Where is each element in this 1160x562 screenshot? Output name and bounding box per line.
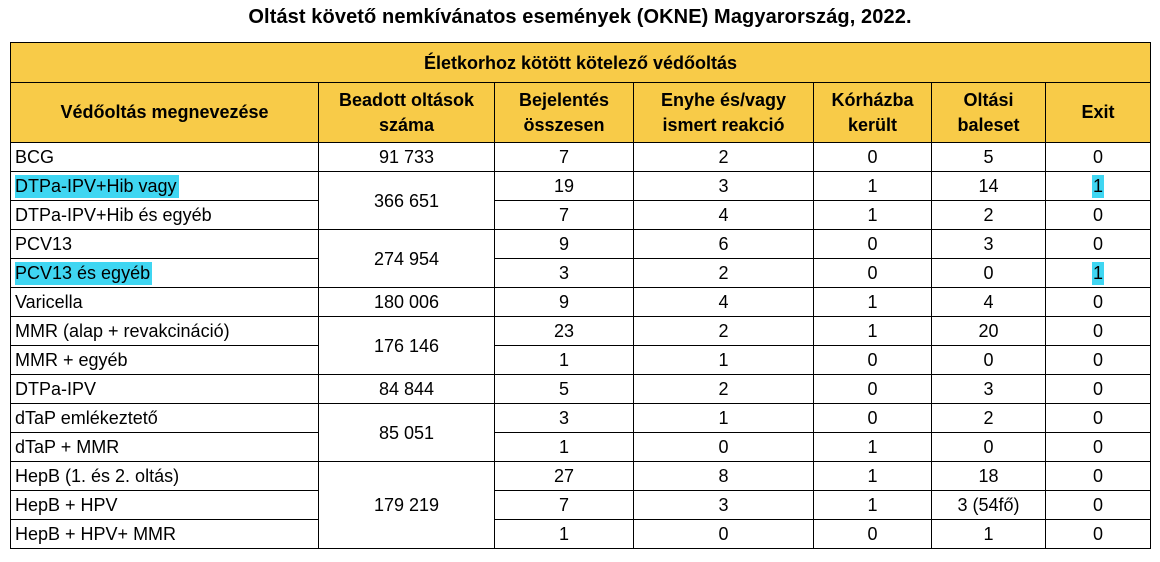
accident-count: 3: [932, 375, 1046, 404]
hospitalized-count: 0: [814, 520, 932, 549]
exit-count: [1046, 259, 1151, 288]
mild-count: 8: [634, 462, 814, 491]
given-count: 366 651: [319, 172, 495, 230]
hospitalized-count: 0: [814, 143, 932, 172]
given-count: 91 733: [319, 143, 495, 172]
hospitalized-count: 1: [814, 491, 932, 520]
section-band-header: Életkorhoz kötött kötelező védőoltás: [11, 43, 1151, 83]
table-row: [11, 288, 1151, 317]
vaccine-name: [11, 259, 319, 288]
vaccine-name: HepB (1. és 2. oltás): [11, 462, 319, 491]
mild-count: 2: [634, 143, 814, 172]
table-row: [11, 433, 1151, 462]
vaccine-name: PCV13: [11, 230, 319, 259]
reported-count: 1: [495, 433, 634, 462]
mild-count: 2: [634, 375, 814, 404]
table-row: [11, 230, 1151, 259]
hospitalized-count: 1: [814, 288, 932, 317]
exit-count: 0: [1046, 375, 1151, 404]
exit-count: 0: [1046, 462, 1151, 491]
reported-count: 1: [495, 346, 634, 375]
table-row: [11, 201, 1151, 230]
reported-count: 23: [495, 317, 634, 346]
mild-count: 0: [634, 520, 814, 549]
reported-count: 3: [495, 404, 634, 433]
vaccine-name: [11, 172, 319, 201]
hospitalized-count: 1: [814, 317, 932, 346]
table-row: [11, 346, 1151, 375]
page-title: Oltást követő nemkívánatos események (OKNE) Magyarország, 2022.: [248, 6, 912, 28]
table-row: [11, 259, 1151, 288]
table-row: [11, 491, 1151, 520]
reported-count: 7: [495, 491, 634, 520]
accident-count: 0: [932, 259, 1046, 288]
hospitalized-count: 1: [814, 172, 932, 201]
hospitalized-count: 0: [814, 346, 932, 375]
given-count: 274 954: [319, 230, 495, 288]
reported-count: 3: [495, 259, 634, 288]
mild-count: 1: [634, 404, 814, 433]
reported-count: 1: [495, 520, 634, 549]
hospitalized-count: 0: [814, 404, 932, 433]
highlighted-exit-value: 1: [1093, 263, 1104, 283]
mild-count: 6: [634, 230, 814, 259]
exit-count: 0: [1046, 520, 1151, 549]
mild-count: 1: [634, 346, 814, 375]
column-header-accident: Oltási baleset: [932, 83, 1046, 143]
accident-count: 0: [932, 433, 1046, 462]
hospitalized-count: 1: [814, 201, 932, 230]
table-row: [11, 404, 1151, 433]
accident-count: 4: [932, 288, 1046, 317]
hospitalized-count: 1: [814, 433, 932, 462]
mild-count: 4: [634, 288, 814, 317]
vaccine-name: MMR + egyéb: [11, 346, 319, 375]
mild-count: 2: [634, 317, 814, 346]
table-row: [11, 172, 1151, 201]
column-header-hospitalized: Kórházba került: [814, 83, 932, 143]
vaccine-name: MMR (alap + revakcináció): [11, 317, 319, 346]
column-header-given: Beadott oltások száma: [319, 83, 495, 143]
highlighted-vaccine-name: DTPa-IPV+Hib vagy: [15, 176, 177, 196]
accident-count: 3 (54fő): [932, 491, 1046, 520]
given-count: 180 006: [319, 288, 495, 317]
reported-count: 19: [495, 172, 634, 201]
given-count: 176 146: [319, 317, 495, 375]
exit-count: [1046, 172, 1151, 201]
accident-count: 20: [932, 317, 1046, 346]
given-count: 179 219: [319, 462, 495, 549]
exit-count: 0: [1046, 143, 1151, 172]
table-row: [11, 317, 1151, 346]
mild-count: 0: [634, 433, 814, 462]
accident-count: 0: [932, 346, 1046, 375]
exit-count: 0: [1046, 433, 1151, 462]
mild-count: 4: [634, 201, 814, 230]
adverse-events-table: [10, 42, 1151, 549]
exit-count: 0: [1046, 201, 1151, 230]
accident-count: 18: [932, 462, 1046, 491]
exit-count: 0: [1046, 346, 1151, 375]
accident-count: 5: [932, 143, 1046, 172]
table-row: [11, 462, 1151, 491]
exit-count: 0: [1046, 230, 1151, 259]
exit-count: 0: [1046, 404, 1151, 433]
reported-count: 7: [495, 143, 634, 172]
hospitalized-count: 0: [814, 375, 932, 404]
column-header-exit: Exit: [1046, 83, 1151, 143]
vaccine-name: HepB + HPV: [11, 491, 319, 520]
hospitalized-count: 0: [814, 230, 932, 259]
accident-count: 1: [932, 520, 1046, 549]
accident-count: 2: [932, 201, 1046, 230]
hospitalized-count: 0: [814, 259, 932, 288]
reported-count: 5: [495, 375, 634, 404]
table-row: [11, 143, 1151, 172]
vaccine-name: dTaP emlékeztető: [11, 404, 319, 433]
column-header-reported: Bejelentés összesen: [495, 83, 634, 143]
mild-count: 2: [634, 259, 814, 288]
vaccine-name: DTPa-IPV: [11, 375, 319, 404]
given-count: 85 051: [319, 404, 495, 462]
vaccine-name: DTPa-IPV+Hib és egyéb: [11, 201, 319, 230]
reported-count: 7: [495, 201, 634, 230]
accident-count: 14: [932, 172, 1046, 201]
table-row: [11, 520, 1151, 549]
exit-count: 0: [1046, 288, 1151, 317]
exit-count: 0: [1046, 317, 1151, 346]
reported-count: 27: [495, 462, 634, 491]
accident-count: 3: [932, 230, 1046, 259]
vaccine-name: BCG: [11, 143, 319, 172]
mild-count: 3: [634, 172, 814, 201]
reported-count: 9: [495, 230, 634, 259]
vaccine-name: Varicella: [11, 288, 319, 317]
column-header-mild-reaction: Enyhe és/vagy ismert reakció: [634, 83, 814, 143]
table-row: [11, 375, 1151, 404]
vaccine-name: dTaP + MMR: [11, 433, 319, 462]
exit-count: 0: [1046, 491, 1151, 520]
vaccine-name: HepB + HPV+ MMR: [11, 520, 319, 549]
hospitalized-count: 1: [814, 462, 932, 491]
highlighted-vaccine-name: PCV13 és egyéb: [15, 263, 151, 283]
given-count: 84 844: [319, 375, 495, 404]
reported-count: 9: [495, 288, 634, 317]
column-header-name: Védőoltás megnevezése: [11, 83, 319, 143]
highlighted-exit-value: 1: [1093, 176, 1104, 196]
mild-count: 3: [634, 491, 814, 520]
accident-count: 2: [932, 404, 1046, 433]
